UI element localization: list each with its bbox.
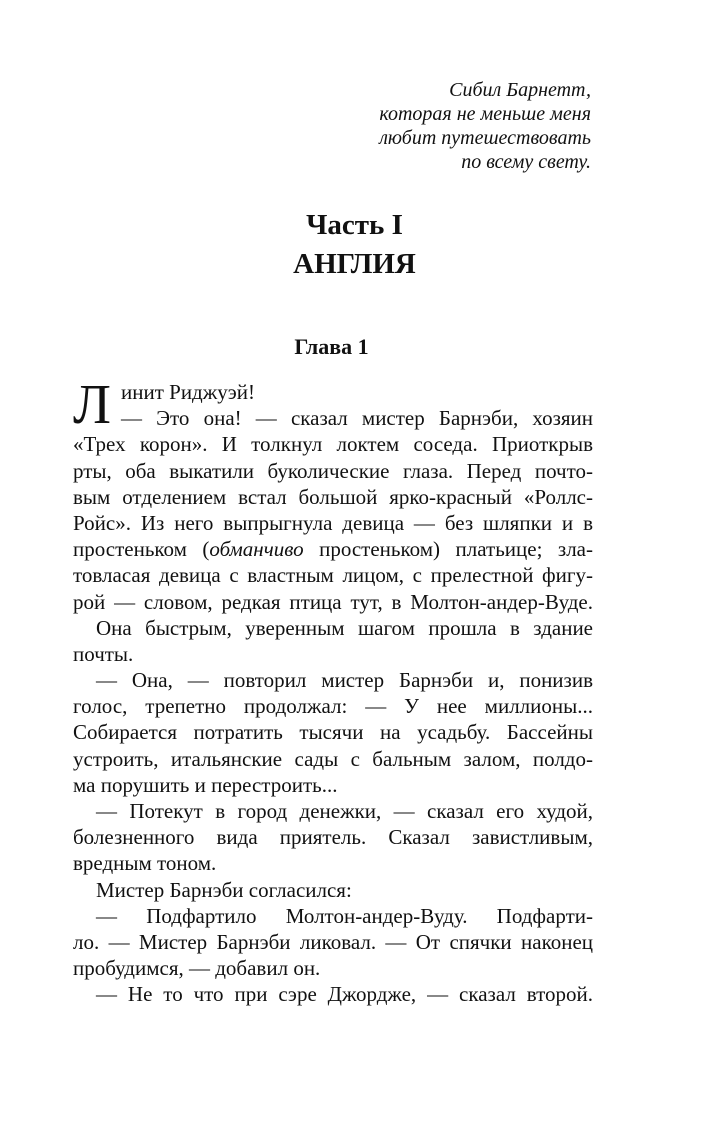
text-line: болезненного вида приятель. Сказал завистливым, — [73, 825, 593, 850]
epigraph — [271, 78, 591, 174]
text-line: — Потекут в город денежки, — сказал его худой, — [96, 799, 593, 823]
text-line: вредным тоном. — [73, 851, 217, 876]
text-line: — Подфартило Молтон-андер-Вуду. Подфарти- — [96, 903, 593, 928]
text-fragment: простеньком ( — [73, 537, 210, 562]
text-line: устроить, итальянские сады с бальным залом, полдо- — [73, 746, 593, 771]
chapter-text — [73, 374, 593, 1008]
text-line: Она быстрым, уверенным шагом прошла в здание — [96, 615, 593, 640]
text-line: рты, оба выкатили буколические глаза. Перед почто- — [73, 458, 593, 483]
text-line — [73, 536, 593, 562]
text-line: Мистер Барнэби согласился: — [96, 877, 352, 902]
text-line: рой — словом, редкая птица тут, в Молтон-андер-Вуде. — [73, 589, 593, 614]
text-line: Ройс». Из него выпрыгнула девица — без шляпки и в — [73, 510, 593, 535]
part-title: Часть I — [306, 209, 403, 241]
text-line: — Не то что при сэре Джордже, — сказал второй. — [96, 982, 593, 1007]
text-line: товласая девица с властным лицом, с прелестной фигу- — [73, 563, 593, 588]
drop-cap: Л — [73, 374, 111, 436]
text-line: — Это она! — сказал мистер Барнэби, хозяин — [121, 406, 593, 431]
italic-word: обманчиво — [209, 537, 304, 562]
epigraph-line: любит путешествовать — [379, 127, 591, 149]
epigraph-line: которая не меньше меня — [379, 103, 591, 125]
text-line: пробудимся, — добавил он. — [73, 956, 321, 981]
text-line: почты. — [73, 641, 134, 666]
text-line: Собирается потратить тысячи на усадьбу. Бассейны — [73, 720, 593, 745]
chapter-title: Глава 1 — [294, 334, 369, 359]
epigraph-line: Сибил Барнетт, — [449, 79, 591, 101]
text-fragment: простеньком) платьице; зла- — [303, 537, 593, 562]
part-name: АНГЛИЯ — [293, 248, 416, 280]
text-line: ма порушить и перестроить... — [73, 772, 338, 797]
text-line-rest: инит Риджуэй! — [121, 380, 255, 404]
text-line: вым отделением встал большой ярко-красный «Роллс- — [73, 484, 593, 509]
text-line: ло. — Мистер Барнэби ликовал. — От спячки наконец — [73, 929, 593, 954]
text-line: голос, трепетно продолжал: — У неe миллионы... — [73, 694, 593, 719]
epigraph-line: по всему свету. — [461, 151, 591, 173]
text-line: — Она, — повторил мистер Барнэби и, понизив — [96, 668, 593, 693]
text-line: «Трех корон». И толкнул локтем соседа. Приоткрыв — [73, 432, 593, 457]
